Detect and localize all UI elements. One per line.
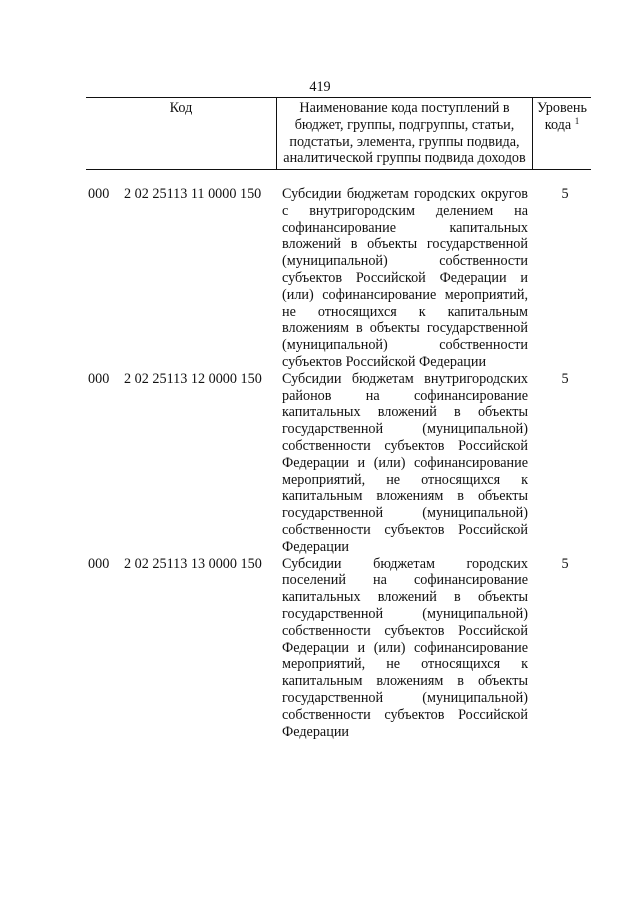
income-code: 2 02 25113 13 0000 150 [124, 555, 262, 572]
table-row [86, 556, 591, 741]
header-name-line: подстатьи, элемента, группы подвида, [289, 133, 520, 150]
header-name-line: Наименование кода поступлений в [299, 100, 510, 116]
header-level-line2 [533, 117, 591, 134]
header-name-line: бюджет, группы, подгруппы, статьи, [294, 116, 515, 133]
income-name-line: капитальным вложениям в объекты [282, 673, 528, 690]
income-name-line: (муниципальной) собственности [282, 337, 528, 354]
admin-code: 000 [88, 186, 110, 202]
income-name-line: не относящихся к капитальным [282, 303, 528, 320]
header-level [533, 98, 591, 169]
income-code: 2 02 25113 11 0000 150 [124, 186, 262, 202]
footnote-marker: 1 [574, 115, 580, 126]
page-number: 419 [309, 79, 331, 95]
header-level-line1: Уровень [537, 100, 587, 116]
income-name-line: мероприятий, не относящихся к [282, 471, 528, 488]
income-name-line: Федерации [282, 538, 350, 555]
code-level: 5 [561, 186, 569, 202]
income-name-line: субъектов Российской Федерации [282, 353, 487, 370]
code-level: 5 [561, 555, 569, 572]
income-name-line: собственности субъектов Российской [282, 622, 528, 639]
header-name [276, 98, 533, 169]
income-name-line: вложений в объекты государственной [282, 236, 528, 253]
income-name-line: государственной (муниципальной) [282, 605, 528, 622]
income-name-line: Субсидии бюджетам городских [282, 555, 528, 572]
table-header [86, 97, 591, 170]
income-code: 2 02 25113 12 0000 150 [124, 370, 262, 387]
income-name [276, 371, 533, 556]
code-level: 5 [561, 370, 569, 387]
income-name-line: Субсидии бюджетам городских округов [282, 186, 528, 202]
income-name-line: государственной (муниципальной) [282, 505, 528, 522]
income-name-line: капитальных вложений в объекты [282, 404, 528, 421]
income-name-line: софинансирование капитальных [282, 219, 528, 236]
income-name-line: Федерации и (или) софинансирование [282, 454, 528, 471]
table-row [86, 371, 591, 556]
income-name-line: собственности субъектов Российской [282, 706, 528, 723]
income-name [276, 186, 533, 371]
header-level-text: кода [544, 116, 572, 133]
income-name-line: капитальных вложений в объекты [282, 589, 528, 606]
income-name-line: собственности субъектов Российской [282, 437, 528, 454]
income-name-line: (или) софинансирование мероприятий, [282, 286, 528, 303]
income-name-line: государственной (муниципальной) [282, 689, 528, 706]
income-name-line: Федерации и (или) софинансирование [282, 639, 528, 656]
income-name [276, 556, 533, 741]
income-name-line: субъектов Российской Федерации и [282, 269, 528, 286]
table-row [86, 186, 591, 371]
header-name-line: аналитической группы подвида доходов [283, 150, 526, 167]
income-name-line: районов на софинансирование [282, 387, 528, 404]
admin-code: 000 [88, 370, 110, 387]
income-name-line: вложениям в объекты государственной [282, 320, 528, 337]
income-name-line: мероприятий, не относящихся к [282, 656, 528, 673]
income-name-line: государственной (муниципальной) [282, 421, 528, 438]
income-name-line: Федерации [282, 723, 350, 740]
income-name-line: поселений на софинансирование [282, 572, 528, 589]
income-name-line: капитальным вложениям в объекты [282, 488, 528, 505]
income-name-line: собственности субъектов Российской [282, 521, 528, 538]
header-code: Код [169, 100, 193, 116]
table-body [86, 186, 591, 740]
income-name-line: (муниципальной) собственности [282, 253, 528, 270]
income-name-line: Субсидии бюджетам внутригородских [282, 370, 528, 387]
admin-code: 000 [88, 555, 110, 572]
income-name-line: с внутригородским делением на [282, 202, 528, 219]
